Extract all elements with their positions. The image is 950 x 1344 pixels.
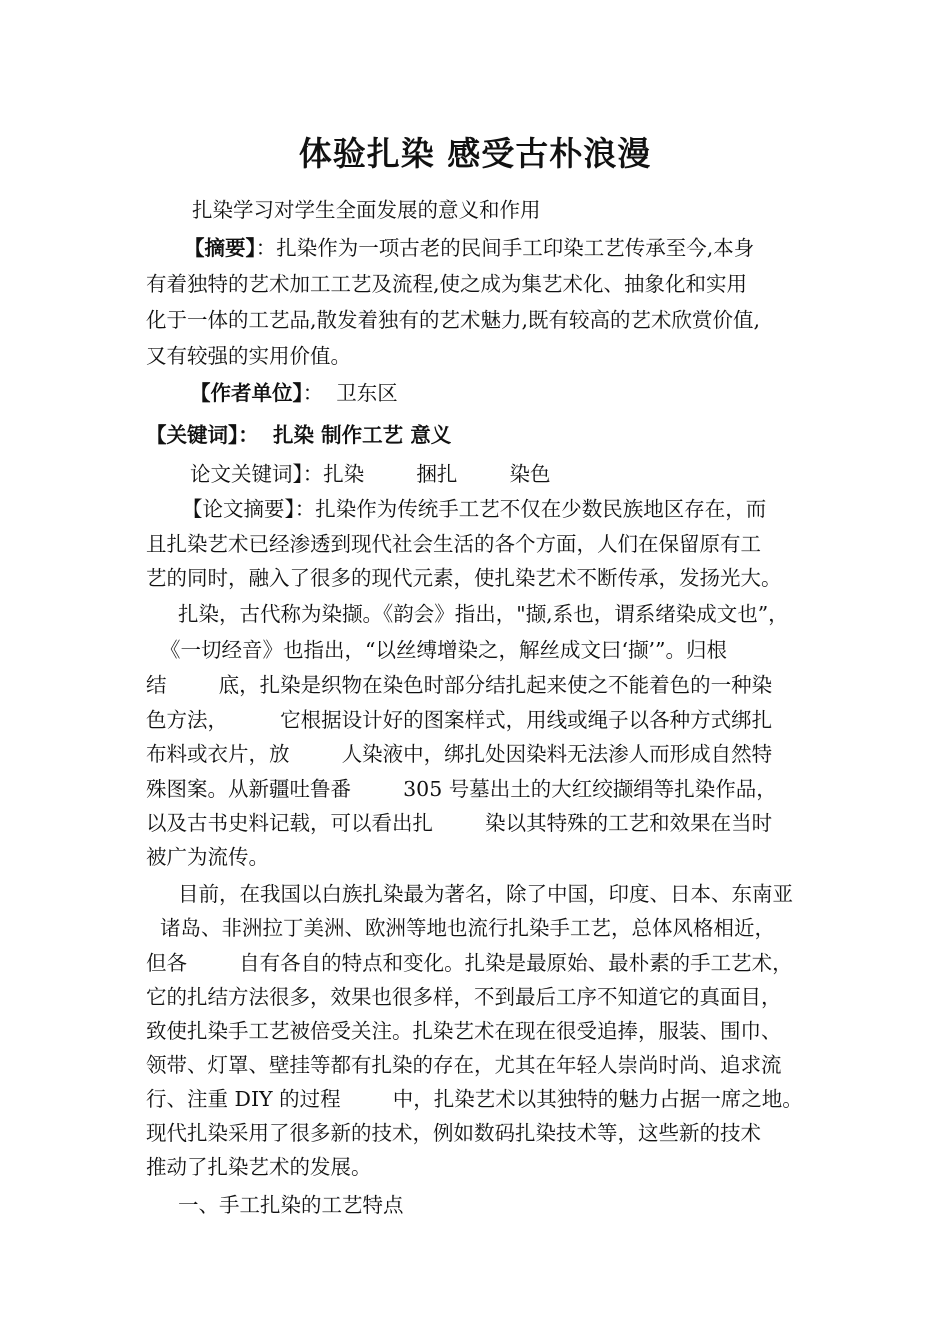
- thesis-abstract-line-1: [182, 495, 766, 523]
- abstract-line-3: 化于一体的工艺品,散发着独有的艺术魅力,既有较高的艺术欣赏价值,: [146, 308, 761, 332]
- para1-line-2: 《一切经音》也指出，“以丝缚增染之，解丝成文曰‘撷’”。归根: [160, 638, 727, 662]
- para2-line-6: 领带、灯罩、壁挂等都有扎染的存在，尤其在年轻人崇尚时尚、追求流: [146, 1053, 782, 1077]
- thesis-abstract-text: ：扎染作为传统手工艺不仅在少数民族地区存在，而: [294, 497, 767, 521]
- para1-line-5: 布料或衣片，放 人染液中，绑扎处因染料无法渗人而形成自然特: [146, 742, 773, 766]
- author-value: ： 卫东区: [302, 381, 398, 405]
- section-heading: 一、手工扎染的工艺特点: [178, 1193, 404, 1217]
- para2-line-8: 现代扎染采用了很多新的技术，例如数码扎染技术等，这些新的技术: [146, 1121, 761, 1145]
- abstract-line-2: 有着独特的艺术加工工艺及流程,使之成为集艺术化、抽象化和实用: [146, 272, 748, 296]
- para1-line-3: 结 底，扎染是织物在染色时部分结扎起来使之不能着色的一种染: [146, 673, 773, 697]
- abstract-text: ：扎染作为一项古老的民间手工印染工艺传承至今,本身: [255, 236, 755, 260]
- keywords-label: 【关键词】：: [146, 423, 259, 447]
- para2-line-2: 诸岛、非洲拉丁美洲、欧洲等地也流行扎染手工艺，总体风格相近，: [160, 916, 775, 940]
- para2-line-3: 但各 自有各自的特点和变化。扎染是最原始、最朴素的手工艺术，: [146, 951, 793, 975]
- para2-line-5: 致使扎染手工艺被倍受关注。扎染艺术在现在很受追捧，服装、围巾、: [146, 1019, 782, 1043]
- para1-line-6: 殊图案。从新疆吐鲁番 305 号墓出土的大红绞撷绢等扎染作品，: [146, 777, 777, 801]
- author-line: [190, 379, 398, 407]
- para2-line-1: 目前，在我国以白族扎染最为著名，除了中国，印度、日本、东南亚: [178, 882, 793, 906]
- para2-line-4: 它的扎结方法很多，效果也很多样，不到最后工序不知道它的真面目，: [146, 985, 782, 1009]
- thesis-abstract-line-3: 艺的同时，融入了很多的现代元素，使扎染艺术不断传承，发扬光大。: [146, 566, 782, 590]
- subtitle: 扎染学习对学生全面发展的意义和作用: [192, 198, 541, 222]
- para1-line-1: 扎染，古代称为染撷。《韵会》指出，"撷,系也，谓系绪染成文也”，: [178, 602, 789, 626]
- document-title: 体验扎染 感受古朴浪漫: [298, 134, 652, 173]
- keywords-line: [146, 421, 451, 449]
- thesis-abstract-label: 【论文摘要】: [182, 497, 295, 521]
- para1-line-7: 以及古书史料记载，可以看出扎 染以其特殊的工艺和效果在当时: [146, 811, 773, 835]
- keywords-value: 扎染 制作工艺 意义: [273, 423, 452, 447]
- abstract-label: 【摘要】: [184, 236, 256, 260]
- abstract-line-4: 又有较强的实用价值。: [146, 344, 351, 368]
- thesis-keywords: 论文关键词】：扎染 捆扎 染色: [190, 462, 551, 486]
- para1-line-4: 色方法， 它根据设计好的图案样式，用线或绳子以各种方式绑扎: [146, 708, 773, 732]
- abstract-line-1: [184, 234, 754, 262]
- author-label: 【作者单位】: [190, 381, 303, 405]
- para2-line-9: 推动了扎染艺术的发展。: [146, 1155, 372, 1179]
- thesis-abstract-line-2: 且扎染艺术已经渗透到现代社会生活的各个方面，人们在保留原有工: [146, 532, 761, 556]
- para1-line-8: 被广为流传。: [146, 845, 269, 869]
- para2-line-7: 行、注重 DIY 的过程 中，扎染艺术以其独特的魅力占据一席之地。: [146, 1087, 803, 1111]
